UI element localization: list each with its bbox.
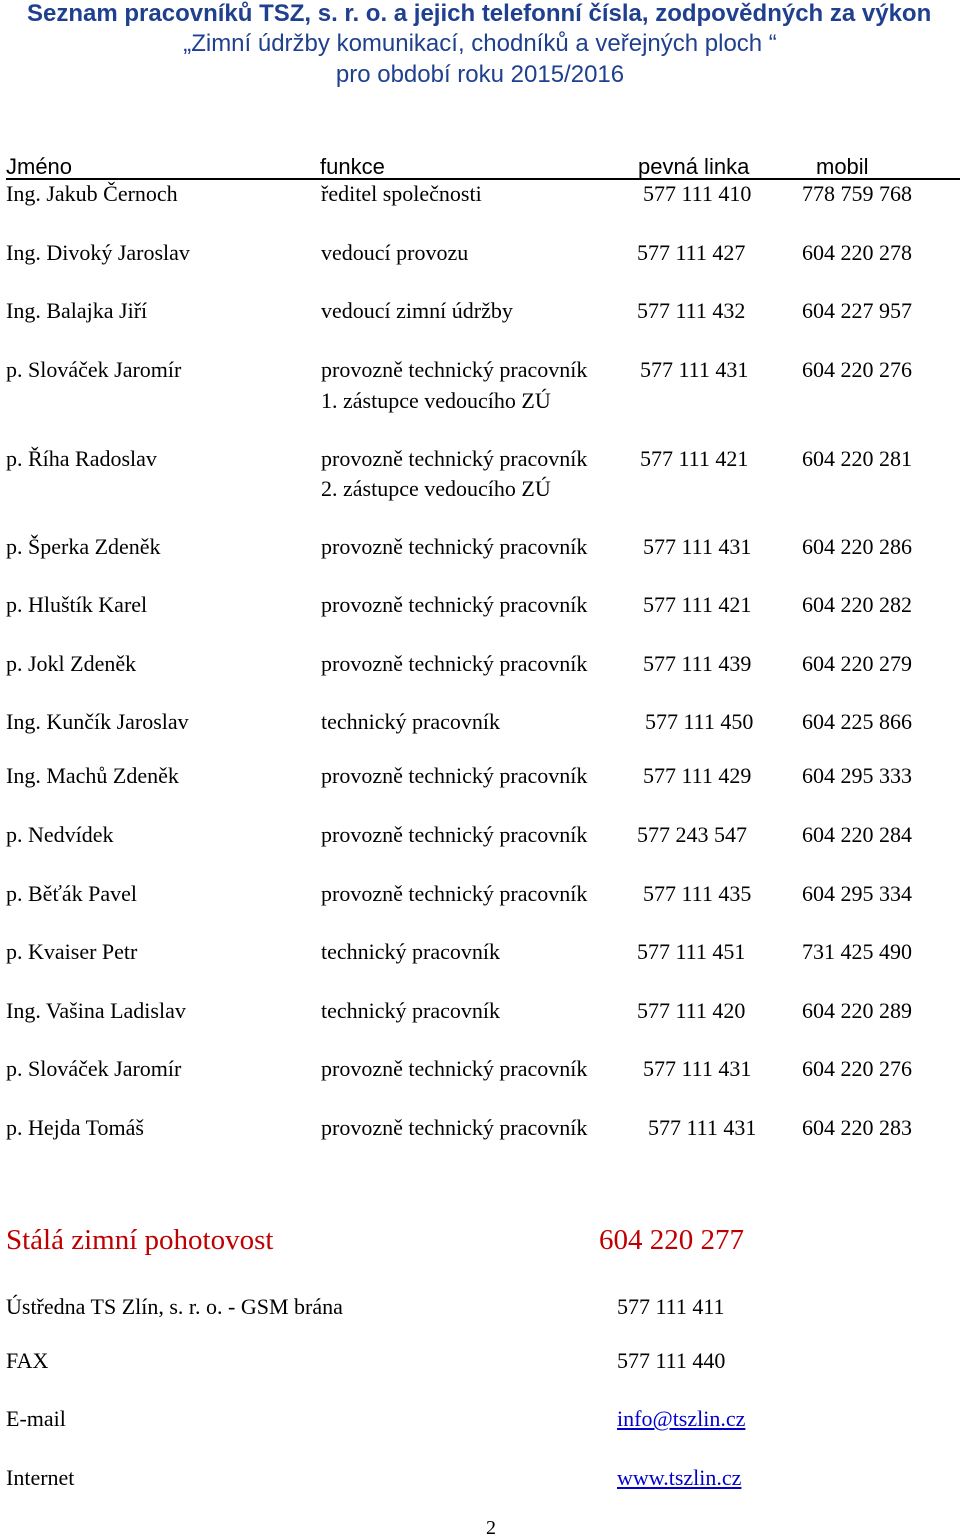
contact-email (0, 1406, 960, 1436)
cell-landline: 577 243 547 (637, 822, 747, 847)
cell-landline: 577 111 431 (640, 357, 749, 382)
cell-name: p. Nedvídek (6, 822, 114, 847)
cell-function: technický pracovník (321, 709, 500, 734)
cell-function: provozně technický pracovník (321, 446, 588, 471)
cell-mobile: 604 220 276 (802, 1056, 912, 1081)
cell-landline: 577 111 435 (643, 881, 752, 906)
cell-name: p. Hejda Tomáš (6, 1115, 144, 1140)
cell-mobile: 731 425 490 (802, 939, 912, 964)
cell-name: p. Kvaiser Petr (6, 939, 138, 964)
table-header (6, 154, 960, 180)
cell-mobile: 604 220 281 (802, 446, 912, 471)
cell-mobile: 604 220 282 (802, 592, 912, 617)
cell-function: provozně technický pracovník (321, 1056, 588, 1081)
email-label: E-mail (6, 1406, 66, 1431)
header-function: funkce (320, 154, 385, 179)
table-row (0, 534, 960, 564)
cell-name: p. Slováček Jaromír (6, 357, 182, 382)
cell-mobile: 604 220 276 (802, 357, 912, 382)
table-row (0, 651, 960, 681)
cell-function: provozně technický pracovník (321, 357, 588, 382)
website-link[interactable]: www.tszlin.cz (617, 1465, 742, 1490)
cell-name: Ing. Vašina Ladislav (6, 998, 186, 1023)
page-number: 2 (486, 1517, 496, 1539)
cell-name: p. Hluštík Karel (6, 592, 148, 617)
table-row (0, 1115, 960, 1145)
cell-mobile: 778 759 768 (802, 181, 912, 206)
header-name: Jméno (6, 154, 73, 179)
cell-name: p. Říha Radoslav (6, 446, 157, 471)
cell-mobile: 604 220 283 (802, 1115, 912, 1140)
switchboard-label: Ústředna TS Zlín, s. r. o. - GSM brána (6, 1294, 343, 1319)
cell-function: provozně technický pracovník (321, 822, 588, 847)
table-row (0, 998, 960, 1028)
title-line-1: Seznam pracovníků TSZ, s. r. o. a jejich telefonní čísla, zodpovědných za výkon (27, 0, 932, 27)
cell-function: provozně technický pracovník (321, 881, 588, 906)
cell-name: Ing. Kunčík Jaroslav (6, 709, 189, 734)
cell-landline: 577 111 429 (643, 763, 752, 788)
cell-function: provozně technický pracovník (321, 651, 588, 676)
email-link[interactable]: info@tszlin.cz (617, 1406, 746, 1431)
table-row (0, 446, 960, 476)
cell-name: p. Jokl Zdeněk (6, 651, 137, 676)
cell-landline: 577 111 450 (645, 709, 754, 734)
cell-function: vedoucí provozu (321, 240, 469, 265)
cell-mobile: 604 220 284 (802, 822, 912, 847)
table-row (0, 709, 960, 739)
contact-fax (0, 1348, 960, 1378)
cell-mobile: 604 220 279 (802, 651, 912, 676)
cell-landline: 577 111 421 (643, 592, 752, 617)
cell-function: technický pracovník (321, 939, 500, 964)
cell-mobile: 604 295 334 (802, 881, 912, 906)
table-row (0, 298, 960, 328)
cell-landline: 577 111 410 (643, 181, 752, 206)
cell-landline: 577 111 431 (648, 1115, 757, 1140)
cell-name: p. Šperka Zdeněk (6, 534, 161, 559)
cell-function: provozně technický pracovník (321, 1115, 588, 1140)
standby-label: Stálá zimní pohotovost (6, 1224, 274, 1256)
table-row (0, 763, 960, 793)
cell-name: Ing. Balajka Jiří (6, 298, 148, 323)
table-row (0, 240, 960, 270)
cell-landline: 577 111 431 (643, 1056, 752, 1081)
cell-landline: 577 111 421 (640, 446, 749, 471)
cell-mobile: 604 220 286 (802, 534, 912, 559)
cell-function: vedoucí zimní údržby (321, 298, 513, 323)
fax-label: FAX (6, 1348, 49, 1373)
cell-mobile: 604 225 866 (802, 709, 912, 734)
cell-landline: 577 111 439 (643, 651, 752, 676)
cell-mobile: 604 295 333 (802, 763, 912, 788)
table-row (0, 881, 960, 911)
title-line-2: „Zimní údržby komunikací, chodníků a veřejných ploch “ (183, 30, 777, 57)
cell-name: Ing. Jakub Černoch (6, 181, 178, 206)
header-landline: pevná linka (638, 154, 750, 179)
table-row (0, 357, 960, 387)
cell-name: p. Běťák Pavel (6, 881, 137, 906)
cell-name: Ing. Divoký Jaroslav (6, 240, 190, 265)
title-line-3: pro období roku 2015/2016 (335, 61, 625, 88)
cell-function: provozně technický pracovník (321, 592, 588, 617)
cell-function: provozně technický pracovník (321, 763, 588, 788)
cell-mobile: 604 220 289 (802, 998, 912, 1023)
contact-internet (0, 1465, 960, 1495)
table-row (0, 592, 960, 622)
table-row (0, 1056, 960, 1086)
header-mobile: mobil (816, 154, 869, 179)
cell-name: Ing. Machů Zdeněk (6, 763, 179, 788)
cell-function: technický pracovník (321, 998, 500, 1023)
cell-mobile: 604 227 957 (802, 298, 912, 323)
standby-number: 604 220 277 (599, 1224, 744, 1256)
cell-landline: 577 111 431 (643, 534, 752, 559)
cell-function: provozně technický pracovník (321, 534, 588, 559)
internet-label: Internet (6, 1465, 75, 1490)
table-row (0, 822, 960, 852)
cell-note: 2. zástupce vedoucího ZÚ (321, 476, 551, 501)
fax-value: 577 111 440 (617, 1348, 726, 1373)
contact-switchboard (0, 1294, 960, 1324)
winter-standby (6, 1224, 960, 1260)
cell-function: ředitel společnosti (321, 181, 482, 206)
cell-landline: 577 111 420 (637, 998, 746, 1023)
cell-mobile: 604 220 278 (802, 240, 912, 265)
table-row (0, 939, 960, 969)
table-row (0, 181, 960, 211)
cell-name: p. Slováček Jaromír (6, 1056, 182, 1081)
cell-landline: 577 111 427 (637, 240, 746, 265)
cell-landline: 577 111 432 (637, 298, 746, 323)
cell-note: 1. zástupce vedoucího ZÚ (321, 388, 551, 413)
switchboard-value: 577 111 411 (617, 1294, 725, 1319)
cell-landline: 577 111 451 (637, 939, 746, 964)
